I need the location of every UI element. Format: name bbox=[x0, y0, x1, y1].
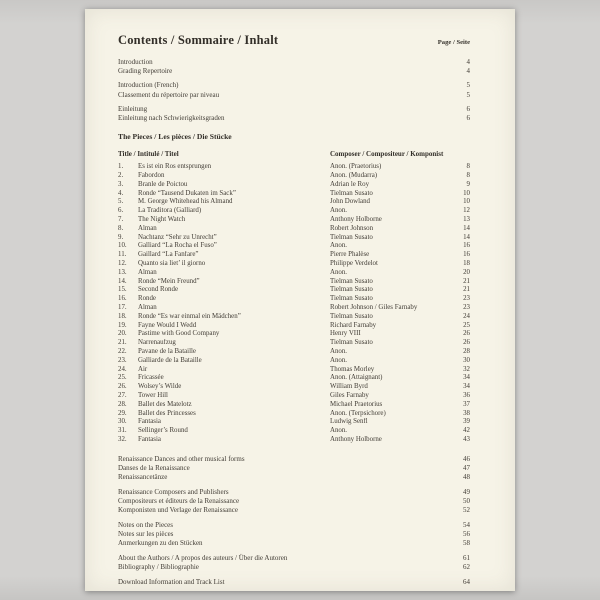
piece-page: 38 bbox=[463, 409, 470, 417]
piece-title: Ronde “Tausend Dukaten im Sack” bbox=[138, 189, 236, 197]
toc-entry-page: 6 bbox=[466, 114, 470, 123]
piece-number: 3. bbox=[118, 180, 124, 188]
piece-title: Alman bbox=[138, 268, 157, 276]
toc-entry-page: 61 bbox=[463, 553, 470, 562]
piece-title: Quanto sia liet’ il giorno bbox=[138, 259, 206, 267]
piece-entry bbox=[118, 207, 470, 216]
toc-entry-label: Anmerkungen zu den Stücken bbox=[118, 538, 203, 547]
piece-number: 30. bbox=[118, 418, 127, 426]
toc-entry-page: 4 bbox=[466, 67, 470, 76]
toc-entry bbox=[118, 488, 470, 497]
toc-entry bbox=[118, 91, 470, 100]
piece-entry bbox=[118, 295, 470, 304]
toc-entry-page: 5 bbox=[466, 81, 470, 90]
toc-group bbox=[118, 488, 470, 515]
piece-composer: Tielman Susato bbox=[330, 189, 373, 197]
piece-number: 19. bbox=[118, 321, 127, 329]
toc-group bbox=[118, 105, 470, 123]
toc-entry-page: 64 bbox=[463, 577, 470, 586]
toc-entry bbox=[118, 473, 470, 482]
toc-entry bbox=[118, 58, 470, 67]
toc-entry-label: Komponisten und Verlage der Renaissance bbox=[118, 505, 239, 514]
piece-title: Fricassée bbox=[138, 374, 164, 382]
toc-entry bbox=[118, 539, 470, 548]
piece-page: 14 bbox=[463, 224, 470, 232]
toc-entry-label: Renaissance Composers and Publishers bbox=[118, 487, 229, 496]
piece-number: 22. bbox=[118, 347, 127, 355]
piece-number: 6. bbox=[118, 207, 124, 215]
piece-title: Fantasia bbox=[138, 435, 161, 443]
piece-entry bbox=[118, 278, 470, 287]
piece-number: 29. bbox=[118, 409, 127, 417]
piece-title: Pastime with Good Company bbox=[138, 330, 220, 338]
piece-page: 21 bbox=[463, 286, 470, 294]
toc-entry-label: Compositeurs et éditeurs de la Renaissance bbox=[118, 496, 240, 505]
piece-page: 36 bbox=[463, 391, 470, 399]
piece-number: 14. bbox=[118, 277, 127, 285]
piece-composer: Tielman Susato bbox=[330, 277, 373, 285]
piece-entry bbox=[118, 234, 470, 243]
toc-entry-label: Einleitung nach Schwierigkeitsgraden bbox=[118, 114, 225, 123]
piece-entry bbox=[118, 383, 470, 392]
piece-page: 10 bbox=[463, 189, 470, 197]
piece-entry bbox=[118, 322, 470, 331]
column-title-header: Title / Intitulé / Titel bbox=[118, 150, 179, 159]
piece-number: 12. bbox=[118, 259, 127, 267]
piece-composer: Anon. (Terpsichore) bbox=[330, 409, 386, 417]
piece-title: Fantasia bbox=[138, 418, 161, 426]
toc-entry-label: Renaissance Dances and other musical forms bbox=[118, 454, 245, 463]
piece-composer: Tielman Susato bbox=[330, 233, 373, 241]
piece-entry bbox=[118, 357, 470, 366]
piece-composer: Anon. (Mudarra) bbox=[330, 172, 378, 180]
piece-number: 15. bbox=[118, 286, 127, 294]
pieces-section-heading: The Pieces / Les pièces / Die Stücke bbox=[118, 132, 232, 142]
piece-number: 1. bbox=[118, 163, 124, 171]
piece-page: 34 bbox=[463, 383, 470, 391]
piece-entry bbox=[118, 198, 470, 207]
toc-entry-page: 5 bbox=[466, 90, 470, 99]
piece-composer: Anon. (Attaignant) bbox=[330, 374, 383, 382]
piece-number: 16. bbox=[118, 295, 127, 303]
piece-page: 43 bbox=[463, 435, 470, 443]
piece-composer: Robert Johnson bbox=[330, 224, 374, 232]
piece-composer: Anon. bbox=[330, 427, 348, 435]
piece-title: The Night Watch bbox=[138, 216, 186, 223]
piece-page: 13 bbox=[463, 216, 470, 223]
piece-composer: Anon. bbox=[330, 347, 348, 355]
piece-entry bbox=[118, 225, 470, 234]
toc-entry-label: Einleitung bbox=[118, 104, 148, 113]
toc-entry bbox=[118, 105, 470, 114]
piece-composer: William Byrd bbox=[330, 383, 368, 391]
piece-page: 26 bbox=[463, 339, 470, 347]
piece-composer: Anon. bbox=[330, 268, 348, 276]
piece-title: Air bbox=[138, 365, 148, 373]
toc-group bbox=[118, 455, 470, 482]
toc-entry-label: Bibliography / Bibliographie bbox=[118, 562, 199, 571]
piece-composer: Anon. (Praetorius) bbox=[330, 163, 382, 171]
piece-title: Alman bbox=[138, 224, 157, 232]
piece-title: M. George Whitehead his Almand bbox=[138, 198, 233, 206]
toc-entry-page: 46 bbox=[463, 454, 470, 463]
toc-entry bbox=[118, 455, 470, 464]
piece-composer: Anon. bbox=[330, 207, 348, 215]
toc-entry-label: Notes on the Pieces bbox=[118, 520, 174, 529]
piece-composer: John Dowland bbox=[330, 198, 371, 206]
piece-number: 26. bbox=[118, 383, 127, 391]
toc-entry-page: 56 bbox=[463, 529, 470, 538]
piece-page: 8 bbox=[466, 172, 470, 180]
toc-entry bbox=[118, 521, 470, 530]
toc-entry bbox=[118, 497, 470, 506]
toc-entry-page: 6 bbox=[466, 104, 470, 113]
toc-group bbox=[118, 578, 470, 587]
piece-number: 13. bbox=[118, 268, 127, 276]
piece-composer: Robert Johnson / Giles Farnaby bbox=[330, 303, 418, 311]
toc-entry-page: 49 bbox=[463, 487, 470, 496]
end-matter-list bbox=[118, 455, 470, 587]
piece-entry bbox=[118, 427, 470, 436]
piece-title: Galliard “La Rocha el Fuso” bbox=[138, 242, 217, 250]
piece-title: Sellinger’s Round bbox=[138, 427, 188, 435]
piece-page: 34 bbox=[463, 374, 470, 382]
piece-page: 20 bbox=[463, 268, 470, 276]
piece-page: 23 bbox=[463, 295, 470, 303]
piece-number: 18. bbox=[118, 312, 127, 320]
piece-title: Branle de Poictou bbox=[138, 180, 188, 188]
piece-composer: Pierre Phalèse bbox=[330, 251, 370, 259]
piece-number: 27. bbox=[118, 391, 127, 399]
piece-entry bbox=[118, 401, 470, 410]
piece-page: 18 bbox=[463, 259, 470, 267]
piece-page: 24 bbox=[463, 312, 470, 320]
toc-group bbox=[118, 554, 470, 572]
column-composer-header: Composer / Compositeur / Komponist bbox=[330, 150, 444, 159]
piece-composer: Ludwig Senfl bbox=[330, 418, 368, 426]
piece-composer: Michael Praetorius bbox=[330, 400, 383, 408]
piece-composer: Anthony Holborne bbox=[330, 216, 382, 223]
piece-number: 31. bbox=[118, 427, 127, 435]
piece-entry bbox=[118, 339, 470, 348]
toc-entry bbox=[118, 578, 470, 587]
piece-entry bbox=[118, 410, 470, 419]
piece-number: 28. bbox=[118, 400, 127, 408]
toc-entry-label: Download Information and Track List bbox=[118, 577, 225, 586]
piece-title: Ronde bbox=[138, 295, 156, 303]
toc-entry-page: 62 bbox=[463, 562, 470, 571]
book-page bbox=[85, 9, 515, 591]
piece-page: 10 bbox=[463, 198, 470, 206]
piece-number: 32. bbox=[118, 435, 127, 443]
piece-title: Ballet des Princesses bbox=[138, 409, 196, 417]
toc-entry-label: Introduction bbox=[118, 58, 153, 66]
toc-group bbox=[118, 81, 470, 99]
piece-title: Ronde “Mein Freund” bbox=[138, 277, 200, 285]
piece-composer: Richard Farnaby bbox=[330, 321, 377, 329]
piece-page: 25 bbox=[463, 321, 470, 329]
piece-page: 9 bbox=[466, 180, 470, 188]
toc-entry-label: Classement du répertoire par niveau bbox=[118, 90, 220, 99]
piece-page: 42 bbox=[463, 427, 470, 435]
toc-entry bbox=[118, 506, 470, 515]
piece-entry bbox=[118, 313, 470, 322]
piece-entry bbox=[118, 436, 470, 445]
piece-entry bbox=[118, 392, 470, 401]
piece-number: 20. bbox=[118, 330, 127, 338]
toc-entry-page: 58 bbox=[463, 538, 470, 547]
toc-entry-page: 52 bbox=[463, 505, 470, 514]
piece-entry bbox=[118, 181, 470, 190]
toc-entry bbox=[118, 67, 470, 76]
piece-entry bbox=[118, 374, 470, 383]
piece-entry bbox=[118, 172, 470, 181]
piece-entry bbox=[118, 418, 470, 427]
piece-page: 16 bbox=[463, 242, 470, 250]
piece-title: Pavane de la Bataille bbox=[138, 347, 196, 355]
piece-number: 24. bbox=[118, 365, 127, 373]
piece-composer: Anon. bbox=[330, 242, 348, 250]
piece-page: 28 bbox=[463, 347, 470, 355]
piece-entry bbox=[118, 366, 470, 375]
piece-page: 37 bbox=[463, 400, 470, 408]
piece-entry bbox=[118, 348, 470, 357]
piece-page: 12 bbox=[463, 207, 470, 215]
piece-entry bbox=[118, 216, 470, 225]
piece-title: Alman bbox=[138, 303, 157, 311]
piece-composer: Anthony Holborne bbox=[330, 435, 382, 443]
piece-composer: Anon. bbox=[330, 356, 348, 364]
piece-page: 23 bbox=[463, 303, 470, 311]
toc-entry-label: Introduction (French) bbox=[118, 81, 179, 90]
piece-page: 14 bbox=[463, 233, 470, 241]
front-matter-list bbox=[118, 58, 470, 123]
piece-title: Nachtanz “Sehr zu Unrecht” bbox=[138, 233, 217, 241]
piece-title: La Traditora (Galliard) bbox=[138, 207, 202, 215]
piece-composer: Giles Farnaby bbox=[330, 391, 369, 399]
toc-entry-page: 4 bbox=[466, 58, 470, 66]
piece-entry bbox=[118, 251, 470, 260]
piece-title: Narrenaufzug bbox=[138, 339, 176, 347]
piece-number: 17. bbox=[118, 303, 127, 311]
toc-entry bbox=[118, 81, 470, 90]
piece-number: 10. bbox=[118, 242, 127, 250]
piece-entry bbox=[118, 242, 470, 251]
toc-entry bbox=[118, 114, 470, 123]
toc-entry bbox=[118, 530, 470, 539]
toc-entry-label: Notes sur les pièces bbox=[118, 529, 174, 538]
piece-number: 7. bbox=[118, 216, 124, 223]
piece-number: 9. bbox=[118, 233, 124, 241]
toc-entry-label: Grading Repertoire bbox=[118, 67, 173, 76]
piece-composer: Philippe Verdelot bbox=[330, 259, 378, 267]
piece-number: 4. bbox=[118, 189, 124, 197]
toc-entry bbox=[118, 554, 470, 563]
piece-title: Galliarde de la Bataille bbox=[138, 356, 202, 364]
piece-entry bbox=[118, 304, 470, 313]
piece-title: Ballet des Matelotz bbox=[138, 400, 192, 408]
piece-composer: Adrian le Roy bbox=[330, 180, 370, 188]
piece-entry bbox=[118, 330, 470, 339]
toc-entry-page: 54 bbox=[463, 520, 470, 529]
toc-entry-label: Renaissancetänze bbox=[118, 472, 168, 481]
piece-composer: Tielman Susato bbox=[330, 339, 373, 347]
toc-entry-page: 50 bbox=[463, 496, 470, 505]
piece-number: 8. bbox=[118, 224, 124, 232]
toc-entry bbox=[118, 464, 470, 473]
piece-number: 2. bbox=[118, 172, 124, 180]
piece-number: 5. bbox=[118, 198, 124, 206]
piece-entry bbox=[118, 286, 470, 295]
piece-page: 8 bbox=[466, 163, 470, 171]
pieces-list bbox=[118, 163, 470, 445]
toc-entry bbox=[118, 563, 470, 572]
piece-composer: Henry VIII bbox=[330, 330, 361, 338]
toc-entry-page: 48 bbox=[463, 472, 470, 481]
piece-title: Es ist ein Ros entsprungen bbox=[138, 163, 212, 171]
piece-title: Wolsey’s Wilde bbox=[138, 383, 182, 391]
toc-group bbox=[118, 58, 470, 76]
toc-entry-label: Danses de la Renaissance bbox=[118, 463, 190, 472]
piece-number: 11. bbox=[118, 251, 127, 259]
piece-title: Fayne Would I Wedd bbox=[138, 321, 197, 329]
toc-entry-page: 47 bbox=[463, 463, 470, 472]
piece-composer: Thomas Morley bbox=[330, 365, 375, 373]
pieces-column-headers bbox=[118, 150, 470, 159]
piece-composer: Tielman Susato bbox=[330, 295, 373, 303]
piece-page: 32 bbox=[463, 365, 470, 373]
piece-page: 21 bbox=[463, 277, 470, 285]
page-title: Contents / Sommaire / Inhalt bbox=[118, 33, 279, 47]
toc-entry-label: About the Authors / A propos des auteurs / Über die Autoren bbox=[118, 553, 288, 562]
piece-page: 39 bbox=[463, 418, 470, 426]
piece-page: 26 bbox=[463, 330, 470, 338]
piece-entry bbox=[118, 163, 470, 172]
toc-header bbox=[118, 33, 470, 47]
toc-content bbox=[118, 33, 470, 593]
piece-composer: Tielman Susato bbox=[330, 312, 373, 320]
page-seite-label: Page / Seite bbox=[437, 39, 470, 46]
piece-number: 23. bbox=[118, 356, 127, 364]
piece-entry bbox=[118, 260, 470, 269]
piece-page: 30 bbox=[463, 356, 470, 364]
piece-number: 21. bbox=[118, 339, 127, 347]
piece-entry bbox=[118, 190, 470, 199]
piece-title: Gaillard “La Fanfare” bbox=[138, 251, 199, 259]
piece-title: Second Ronde bbox=[138, 286, 178, 294]
piece-title: Fabordon bbox=[138, 172, 165, 180]
piece-title: Ronde “Es war einmal ein Mädchen” bbox=[138, 312, 241, 320]
piece-entry bbox=[118, 269, 470, 278]
toc-group bbox=[118, 521, 470, 548]
piece-title: Tower Hill bbox=[138, 391, 168, 399]
piece-number: 25. bbox=[118, 374, 127, 382]
piece-page: 16 bbox=[463, 251, 470, 259]
piece-composer: Tielman Susato bbox=[330, 286, 373, 294]
